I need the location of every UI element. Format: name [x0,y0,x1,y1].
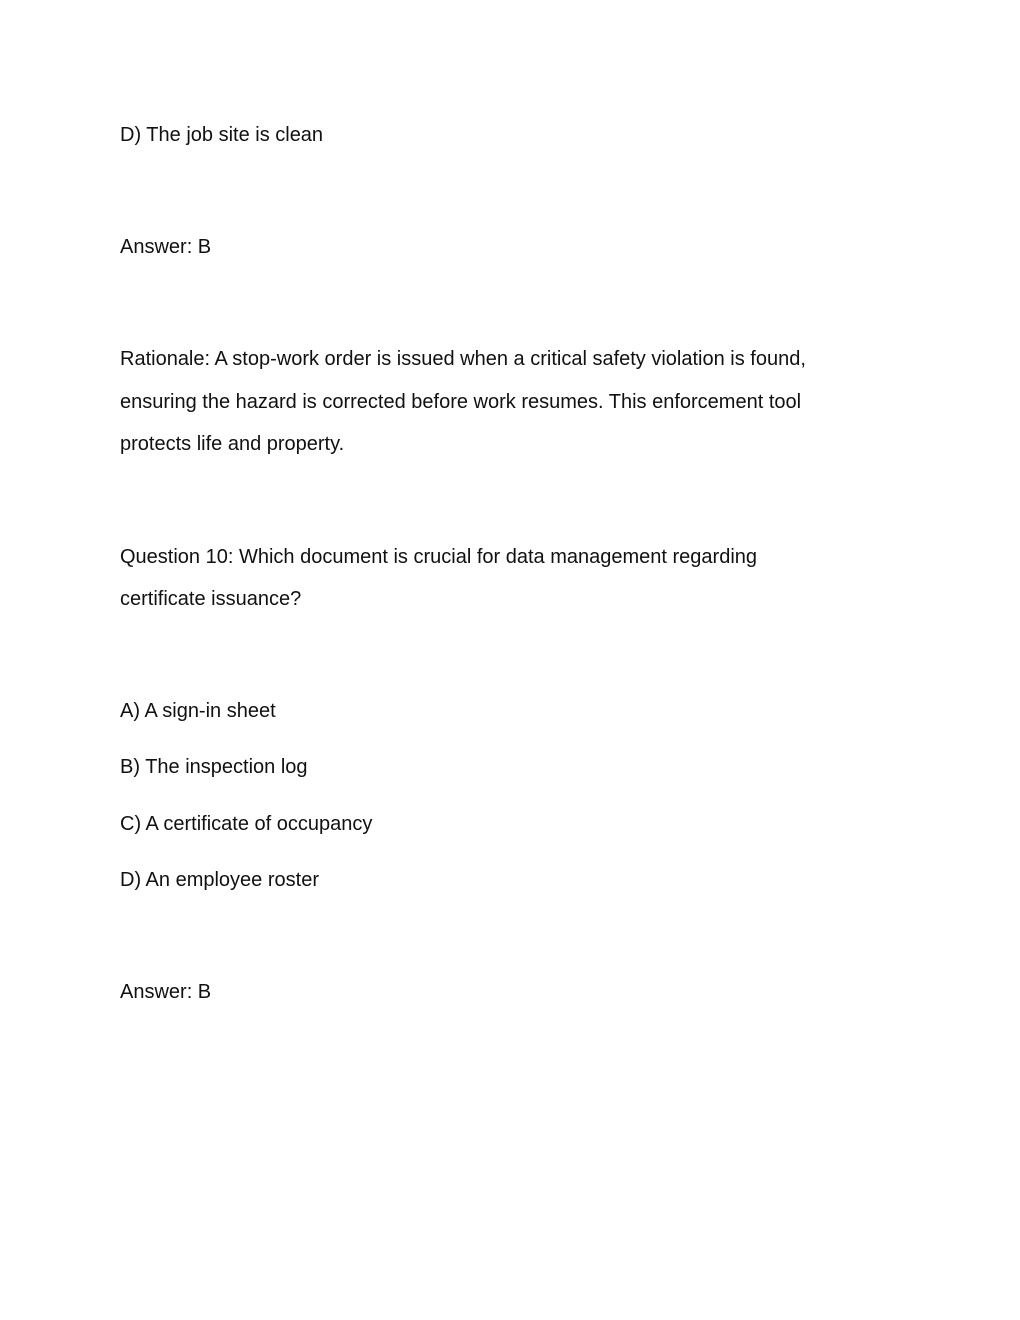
rationale-line-2: ensuring the hazard is corrected before work resumes. This enforcement tool [120,391,802,413]
rationale-line-1: Rationale: A stop-work order is issued when a critical safety violation is found, [120,348,806,370]
question-10-prompt-line-2: certificate issuance? [120,588,302,610]
question-10-option-c: C) A certificate of occupancy [120,813,373,835]
question-10-answer: Answer: B [120,981,212,1003]
rationale-line-3: protects life and property. [120,433,345,455]
question-10-option-a: A) A sign-in sheet [120,700,276,722]
previous-option-d: D) The job site is clean [120,124,324,146]
question-10-prompt-line-1: Question 10: Which document is crucial for data management regarding [120,546,758,568]
question-10-option-d: D) An employee roster [120,869,319,891]
question-10-option-b: B) The inspection log [120,756,308,778]
previous-answer: Answer: B [120,236,212,258]
